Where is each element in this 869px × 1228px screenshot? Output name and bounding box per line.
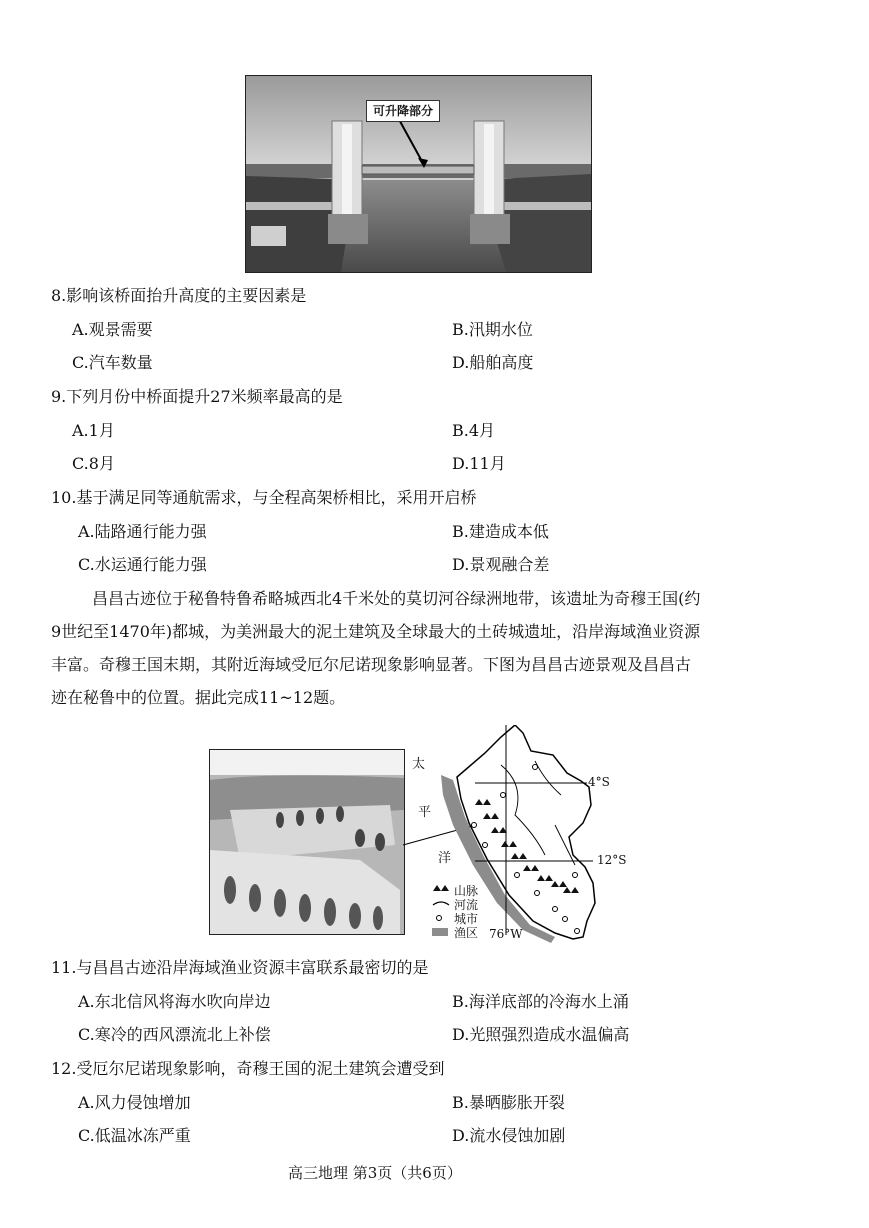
q9-option-d: D.11月 bbox=[452, 454, 506, 473]
ocean-label-ping: 平 bbox=[418, 805, 432, 820]
peru-map-drawing bbox=[405, 725, 640, 943]
q12-option-b: B.暴晒膨胀开裂 bbox=[452, 1093, 565, 1112]
legend-city-icon bbox=[437, 916, 442, 921]
passage-line-2: 9世纪至1470年)都城，为美洲最大的泥土建筑及全球最大的土砖城遗址，沿岸海域渔业资源 bbox=[51, 622, 701, 641]
liftable-section-label: 可升降部分 bbox=[366, 100, 440, 122]
passage-line-3: 丰富。奇穆王国末期，其附近海域受厄尔尼诺现象影响显著。下图为昌昌古迹景观及昌昌古 bbox=[51, 655, 692, 674]
ruins-photo-drawing bbox=[210, 750, 404, 934]
q10-option-d: D.景观融合差 bbox=[452, 555, 550, 574]
q11-option-d: D.光照强烈造成水温偏高 bbox=[452, 1025, 630, 1044]
chan-chan-ruins-photo bbox=[209, 749, 405, 935]
passage-line-1: 昌昌古迹位于秘鲁特鲁希略城西北4千米处的莫切河谷绿洲地带，该遗址为奇穆王国(约 bbox=[92, 589, 701, 608]
peru-location-map bbox=[405, 725, 640, 943]
passage-line-4: 迹在秘鲁中的位置。据此完成11~12题。 bbox=[51, 688, 346, 707]
bridge-photo bbox=[245, 75, 592, 273]
q11-option-c: C.寒冷的西风漂流北上补偿 bbox=[78, 1025, 271, 1044]
city-symbols bbox=[472, 765, 580, 934]
q8-option-b: B.汛期水位 bbox=[452, 320, 533, 339]
question-12-stem: 12.受厄尔尼诺现象影响，奇穆王国的泥土建筑会遭受到 bbox=[51, 1059, 445, 1078]
q12-option-a: A.风力侵蚀增加 bbox=[78, 1093, 191, 1112]
page-footer: 高三地理 第3页（共6页） bbox=[288, 1164, 462, 1182]
legend-fishing-zone-icon bbox=[432, 928, 448, 936]
legend-label-city: 城市 bbox=[454, 912, 479, 926]
question-8-stem: 8.影响该桥面抬升高度的主要因素是 bbox=[51, 286, 307, 305]
q12-option-c: C.低温冰冻严重 bbox=[78, 1126, 191, 1145]
legend-mountain-icon bbox=[433, 885, 449, 891]
q10-option-a: A.陆路通行能力强 bbox=[78, 522, 207, 541]
q11-option-b: B.海洋底部的冷海水上涌 bbox=[452, 992, 629, 1011]
latitude-label-4s: 4°S bbox=[588, 775, 610, 789]
q9-option-c: C.8月 bbox=[72, 454, 115, 473]
q8-option-a: A.观景需要 bbox=[72, 320, 153, 339]
legend-river-icon bbox=[433, 902, 449, 905]
legend-label-river: 河流 bbox=[454, 898, 479, 912]
question-10-stem: 10.基于满足同等通航需求，与全程高架桥相比，采用开启桥 bbox=[51, 488, 477, 507]
legend-label-mountain: 山脉 bbox=[454, 884, 479, 898]
q9-option-a: A.1月 bbox=[72, 421, 115, 440]
ocean-label-tai: 太 bbox=[412, 757, 426, 772]
q8-option-d: D.船舶高度 bbox=[452, 353, 534, 372]
q11-option-a: A.东北信风将海水吹向岸边 bbox=[78, 992, 271, 1011]
longitude-label-76w: 76°W bbox=[489, 927, 523, 941]
q10-option-b: B.建造成本低 bbox=[452, 522, 549, 541]
q9-option-b: B.4月 bbox=[452, 421, 496, 440]
q12-option-d: D.流水侵蚀加剧 bbox=[452, 1126, 566, 1145]
q10-option-c: C.水运通行能力强 bbox=[78, 555, 207, 574]
question-9-stem: 9.下列月份中桥面提升27米频率最高的是 bbox=[51, 387, 343, 406]
question-11-stem: 11.与昌昌古迹沿岸海域渔业资源丰富联系最密切的是 bbox=[51, 958, 429, 977]
chan-chan-city-dot bbox=[472, 823, 477, 828]
q8-option-c: C.汽车数量 bbox=[72, 353, 153, 372]
legend-label-fishing-zone: 渔区 bbox=[454, 926, 479, 940]
latitude-label-12s: 12°S bbox=[597, 853, 627, 867]
ocean-label-yang: 洋 bbox=[438, 851, 452, 866]
